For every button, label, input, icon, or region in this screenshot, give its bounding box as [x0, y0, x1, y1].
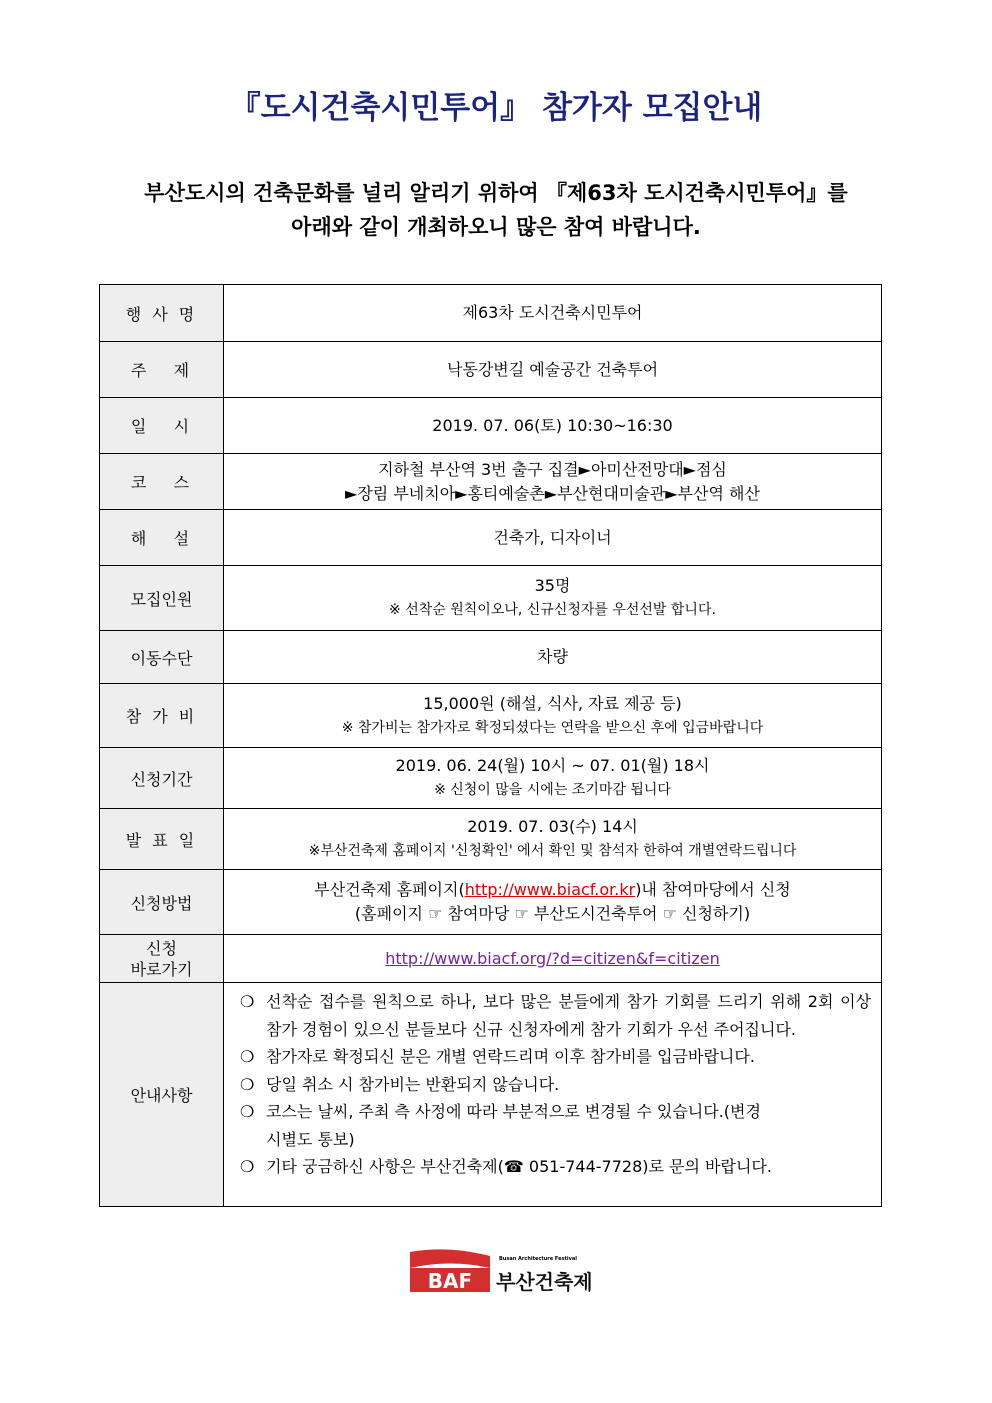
- method-suffix: )내 참여마당에서 신청: [635, 880, 791, 899]
- fee-note: ※ 참가비는 참가자로 확정되셨다는 연락을 받으신 후에 입금바랍니다: [341, 719, 764, 736]
- notice-text: 참가자로 확정되신 분은 개별 연락드리며 이후 참가비를 입금바랍니다.: [266, 1047, 755, 1066]
- value-theme: 낙동강변길 예술공간 건축투어: [224, 342, 882, 398]
- value-transport: 차량: [224, 631, 882, 684]
- value-announce: [224, 809, 882, 870]
- label-guide: 해 설: [100, 510, 224, 566]
- intro-text: [0, 176, 992, 244]
- row-transport: [100, 631, 882, 684]
- label-announce: 발 표 일: [100, 809, 224, 870]
- row-datetime: [100, 398, 882, 454]
- notice-item: [240, 1153, 871, 1181]
- value-course: [224, 454, 882, 510]
- label-method: 신청방법: [100, 870, 224, 935]
- circle-bullet-icon: ❍: [240, 1074, 255, 1094]
- value-datetime: 2019. 07. 06(토) 10:30~16:30: [224, 398, 882, 454]
- announce-date: 2019. 07. 03(수) 14시: [467, 817, 638, 836]
- notice-text: 선착순 접수를 원칙으로 하나, 보다 많은 분들에게 참가 기회를 드리기 위해 2회 이상 참가 경험이 있으신 분들보다 신규 신청자에게 참가 기회가 우선 주어집니다.: [266, 992, 871, 1039]
- fee-amount: 15,000원 (해설, 식사, 자료 제공 등): [423, 693, 682, 713]
- notice-text: 기타 궁금하신 사항은 부산건축제(☎ 051-744-7728)로 문의 바랍니다.: [266, 1157, 772, 1176]
- label-datetime: 일 시: [100, 398, 224, 454]
- recruit-note: ※ 선착순 원칙이오나, 신규신청자를 우선선발 합니다.: [389, 602, 716, 618]
- label-transport: 이동수단: [100, 631, 224, 684]
- row-guide: [100, 510, 882, 566]
- value-recruit: [224, 566, 882, 631]
- shortcut-label-2: 바로가기: [130, 959, 193, 979]
- logo-korean-name: 부산건축제: [496, 1270, 593, 1294]
- method-line-1: [230, 878, 875, 902]
- row-course: [100, 454, 882, 510]
- circle-bullet-icon: ❍: [240, 992, 255, 1011]
- row-shortcut: [100, 935, 882, 983]
- method-line-2: (홈페이지 ☞ 참여마당 ☞ 부산도시건축투어 ☞ 신청하기): [354, 904, 751, 923]
- period-note: ※ 신청이 많을 시에는 조기마감 됩니다: [434, 782, 671, 798]
- notice-item: [240, 1071, 871, 1099]
- baf-logo: [408, 1246, 593, 1294]
- value-fee: [224, 684, 882, 748]
- recruit-count: 35명: [534, 576, 571, 595]
- course-line-2: ►장림 부네치아►홍티예술촌►부산현대미술관►부산역 해산: [345, 483, 760, 503]
- label-recruit: 모집인원: [100, 566, 224, 631]
- row-fee: [100, 684, 882, 748]
- logo-english-name: Busan Architecture Festival: [499, 1256, 577, 1262]
- label-event-name: 행 사 명: [100, 285, 224, 342]
- label-notice: 안내사항: [100, 983, 224, 1207]
- logo-mark-text: BAF: [427, 1269, 473, 1293]
- page-title: 『도시건축시민투어』 참가자 모집안내: [229, 90, 763, 126]
- row-theme: [100, 342, 882, 398]
- row-event-name: [100, 285, 882, 342]
- row-notice: [100, 983, 882, 1207]
- row-method: [100, 870, 882, 935]
- notice-text: 당일 취소 시 참가비는 반환되지 않습니다.: [266, 1074, 560, 1094]
- notice-list: [224, 983, 882, 1207]
- info-table: [99, 284, 882, 1207]
- announce-note: ※부산건축제 홈페이지 '신청확인' 에서 확인 및 참석자 한하여 개별연락드립니다: [308, 843, 797, 859]
- row-announce: [100, 809, 882, 870]
- notice-item: [240, 988, 871, 1043]
- value-method: [224, 870, 882, 935]
- method-prefix: 부산건축제 홈페이지(: [314, 880, 465, 899]
- label-theme: 주 제: [100, 342, 224, 398]
- period-dates: 2019. 06. 24(월) 10시 ~ 07. 01(월) 18시: [395, 756, 710, 775]
- label-shortcut: [100, 935, 224, 983]
- notice-item: [240, 1043, 871, 1071]
- baf-logo-mark-icon: [408, 1246, 498, 1294]
- value-period: [224, 748, 882, 809]
- intro-line-2: 아래와 같이 개최하오니 많은 참여 바랍니다.: [291, 215, 701, 239]
- course-line-1: 지하철 부산역 3번 출구 집결►아미산전망대►점심: [378, 459, 727, 479]
- circle-bullet-icon: ❍: [240, 1102, 255, 1121]
- homepage-link[interactable]: http://www.biacf.or.kr: [464, 880, 636, 899]
- row-period: [100, 748, 882, 809]
- label-period: 신청기간: [100, 748, 224, 809]
- notice-text: 코스는 날씨, 주최 측 사정에 따라 부분적으로 변경될 수 있습니다.(변경시별도 통보): [266, 1102, 761, 1149]
- value-shortcut: [224, 935, 882, 983]
- circle-bullet-icon: ❍: [240, 1047, 255, 1066]
- notice-item: [240, 1098, 871, 1153]
- circle-bullet-icon: ❍: [240, 1157, 255, 1176]
- row-recruit: [100, 566, 882, 631]
- shortcut-link[interactable]: http://www.biacf.org/?d=citizen&f=citizen: [385, 948, 720, 968]
- value-guide: 건축가, 디자이너: [224, 510, 882, 566]
- intro-line-1: 부산도시의 건축문화를 널리 알리기 위하여 『제63차 도시건축시민투어』를: [144, 181, 848, 205]
- label-fee: 참 가 비: [100, 684, 224, 748]
- value-event-name: 제63차 도시건축시민투어: [224, 285, 882, 342]
- label-course: 코 스: [100, 454, 224, 510]
- shortcut-label-1: 신청: [146, 938, 177, 958]
